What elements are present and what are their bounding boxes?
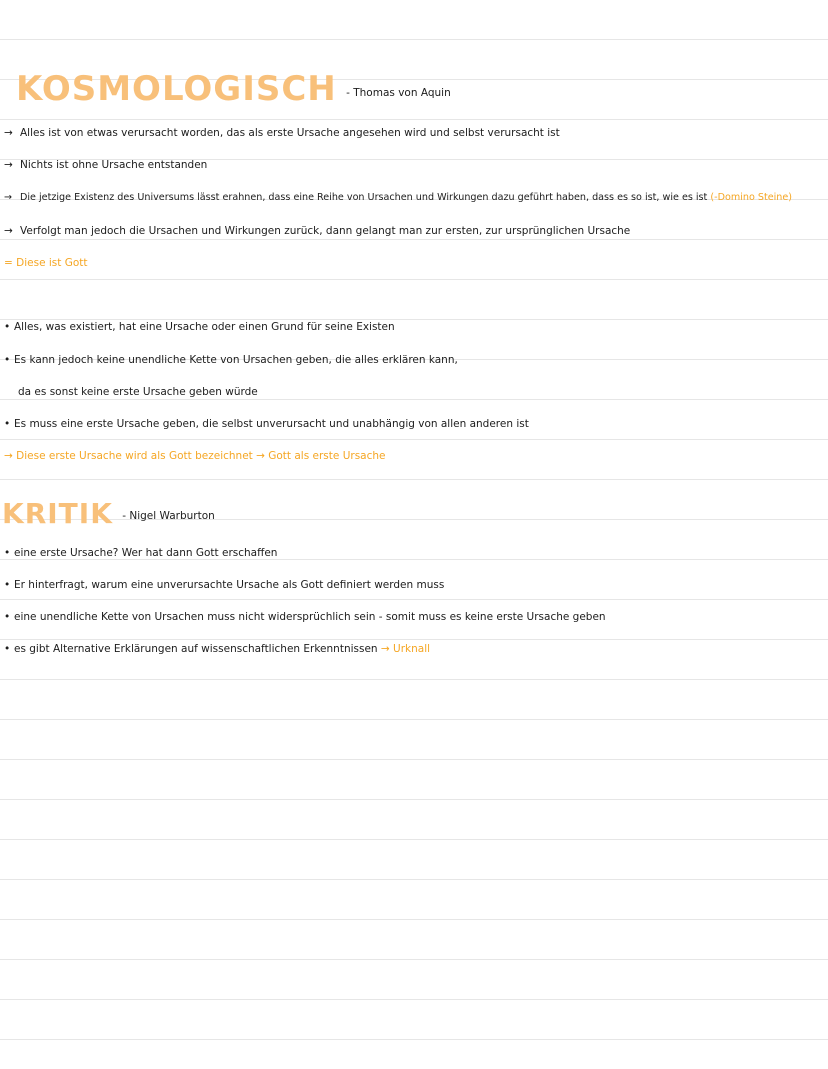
list-item-text: eine unendliche Kette von Ursachen muss nicht widersprüchlich sein - somit muss es keine erste Ursache geben <box>14 611 606 623</box>
heading-kosmologisch <box>16 69 337 109</box>
list-item <box>0 191 828 205</box>
list-item-text: eine erste Ursache? Wer hat dann Gott erschaffen <box>14 547 278 559</box>
list-item-text: Die jetzige Existenz des Universums lässt erahnen, dass eine Reihe von Ursachen und Wirkungen dazu geführt haben, dass es so ist, wie es ist <box>20 192 708 203</box>
list-item-text: Verfolgt man jedoch die Ursachen und Wirkungen zurück, dann gelangt man zur ersten, zur ursprünglichen Ursache <box>20 225 631 237</box>
annotation-urknall: → Urknall <box>380 643 431 655</box>
bullet-marker: • <box>4 579 11 591</box>
arrow-marker: → <box>4 225 13 237</box>
heading-kosmologisch-highlight: KOSMOLOGISCH <box>16 69 337 109</box>
list-item-text: Alles, was existiert, hat eine Ursache oder einen Grund für seine Existen <box>14 321 395 333</box>
conclusion-erste-ursache: → Diese erste Ursache wird als Gott bezeichnet → Gott als erste Ursache <box>4 450 386 462</box>
bullet-marker: • <box>4 643 11 655</box>
list-item <box>0 224 828 238</box>
author-nigel-warburton: - Nigel Warburton <box>122 510 215 522</box>
list-item-text: Er hinterfragt, warum eine unverursachte Ursache als Gott definiert werden muss <box>14 579 445 591</box>
list-item <box>0 610 828 624</box>
heading-kritik <box>2 497 113 530</box>
heading-kritik-highlight: KRITIK <box>2 497 113 530</box>
list-item <box>0 320 828 334</box>
list-item <box>0 546 828 560</box>
list-item <box>0 417 828 431</box>
list-item-text: es gibt Alternative Erklärungen auf wissenschaftlichen Erkenntnissen <box>14 643 378 655</box>
list-item <box>0 126 828 140</box>
arrow-marker: → <box>4 127 13 139</box>
arrow-marker: → <box>4 159 13 171</box>
list-item-text: Alles ist von etwas verursacht worden, das als erste Ursache angesehen wird und selbst verursacht ist <box>20 127 560 139</box>
list-item-text: Es kann jedoch keine unendliche Kette von Ursachen geben, die alles erklären kann, <box>14 354 458 366</box>
list-item <box>0 158 828 172</box>
annotation-domino: (-Domino Steine) <box>710 192 793 203</box>
bullet-marker: • <box>4 547 11 559</box>
bullet-marker: • <box>4 354 11 366</box>
arrow-marker: → <box>4 192 13 203</box>
heading-row-kritik <box>0 497 828 530</box>
bullet-marker: • <box>4 611 11 623</box>
list-item-continuation <box>0 385 828 399</box>
heading-row-kosmologisch <box>0 69 828 109</box>
list-item <box>0 353 828 367</box>
author-thomas-von-aquin: - Thomas von Aquin <box>346 87 451 99</box>
conclusion-gott: = Diese ist Gott <box>4 257 88 269</box>
list-item-text: da es sonst keine erste Ursache geben würde <box>18 386 258 398</box>
list-item <box>0 642 828 656</box>
bullet-marker: • <box>4 418 11 430</box>
list-item <box>0 578 828 592</box>
list-item-text: Es muss eine erste Ursache geben, die selbst unverursacht und unabhängig von allen anderen ist <box>14 418 529 430</box>
bullet-marker: • <box>4 321 11 333</box>
list-item-text: Nichts ist ohne Ursache entstanden <box>20 159 208 171</box>
